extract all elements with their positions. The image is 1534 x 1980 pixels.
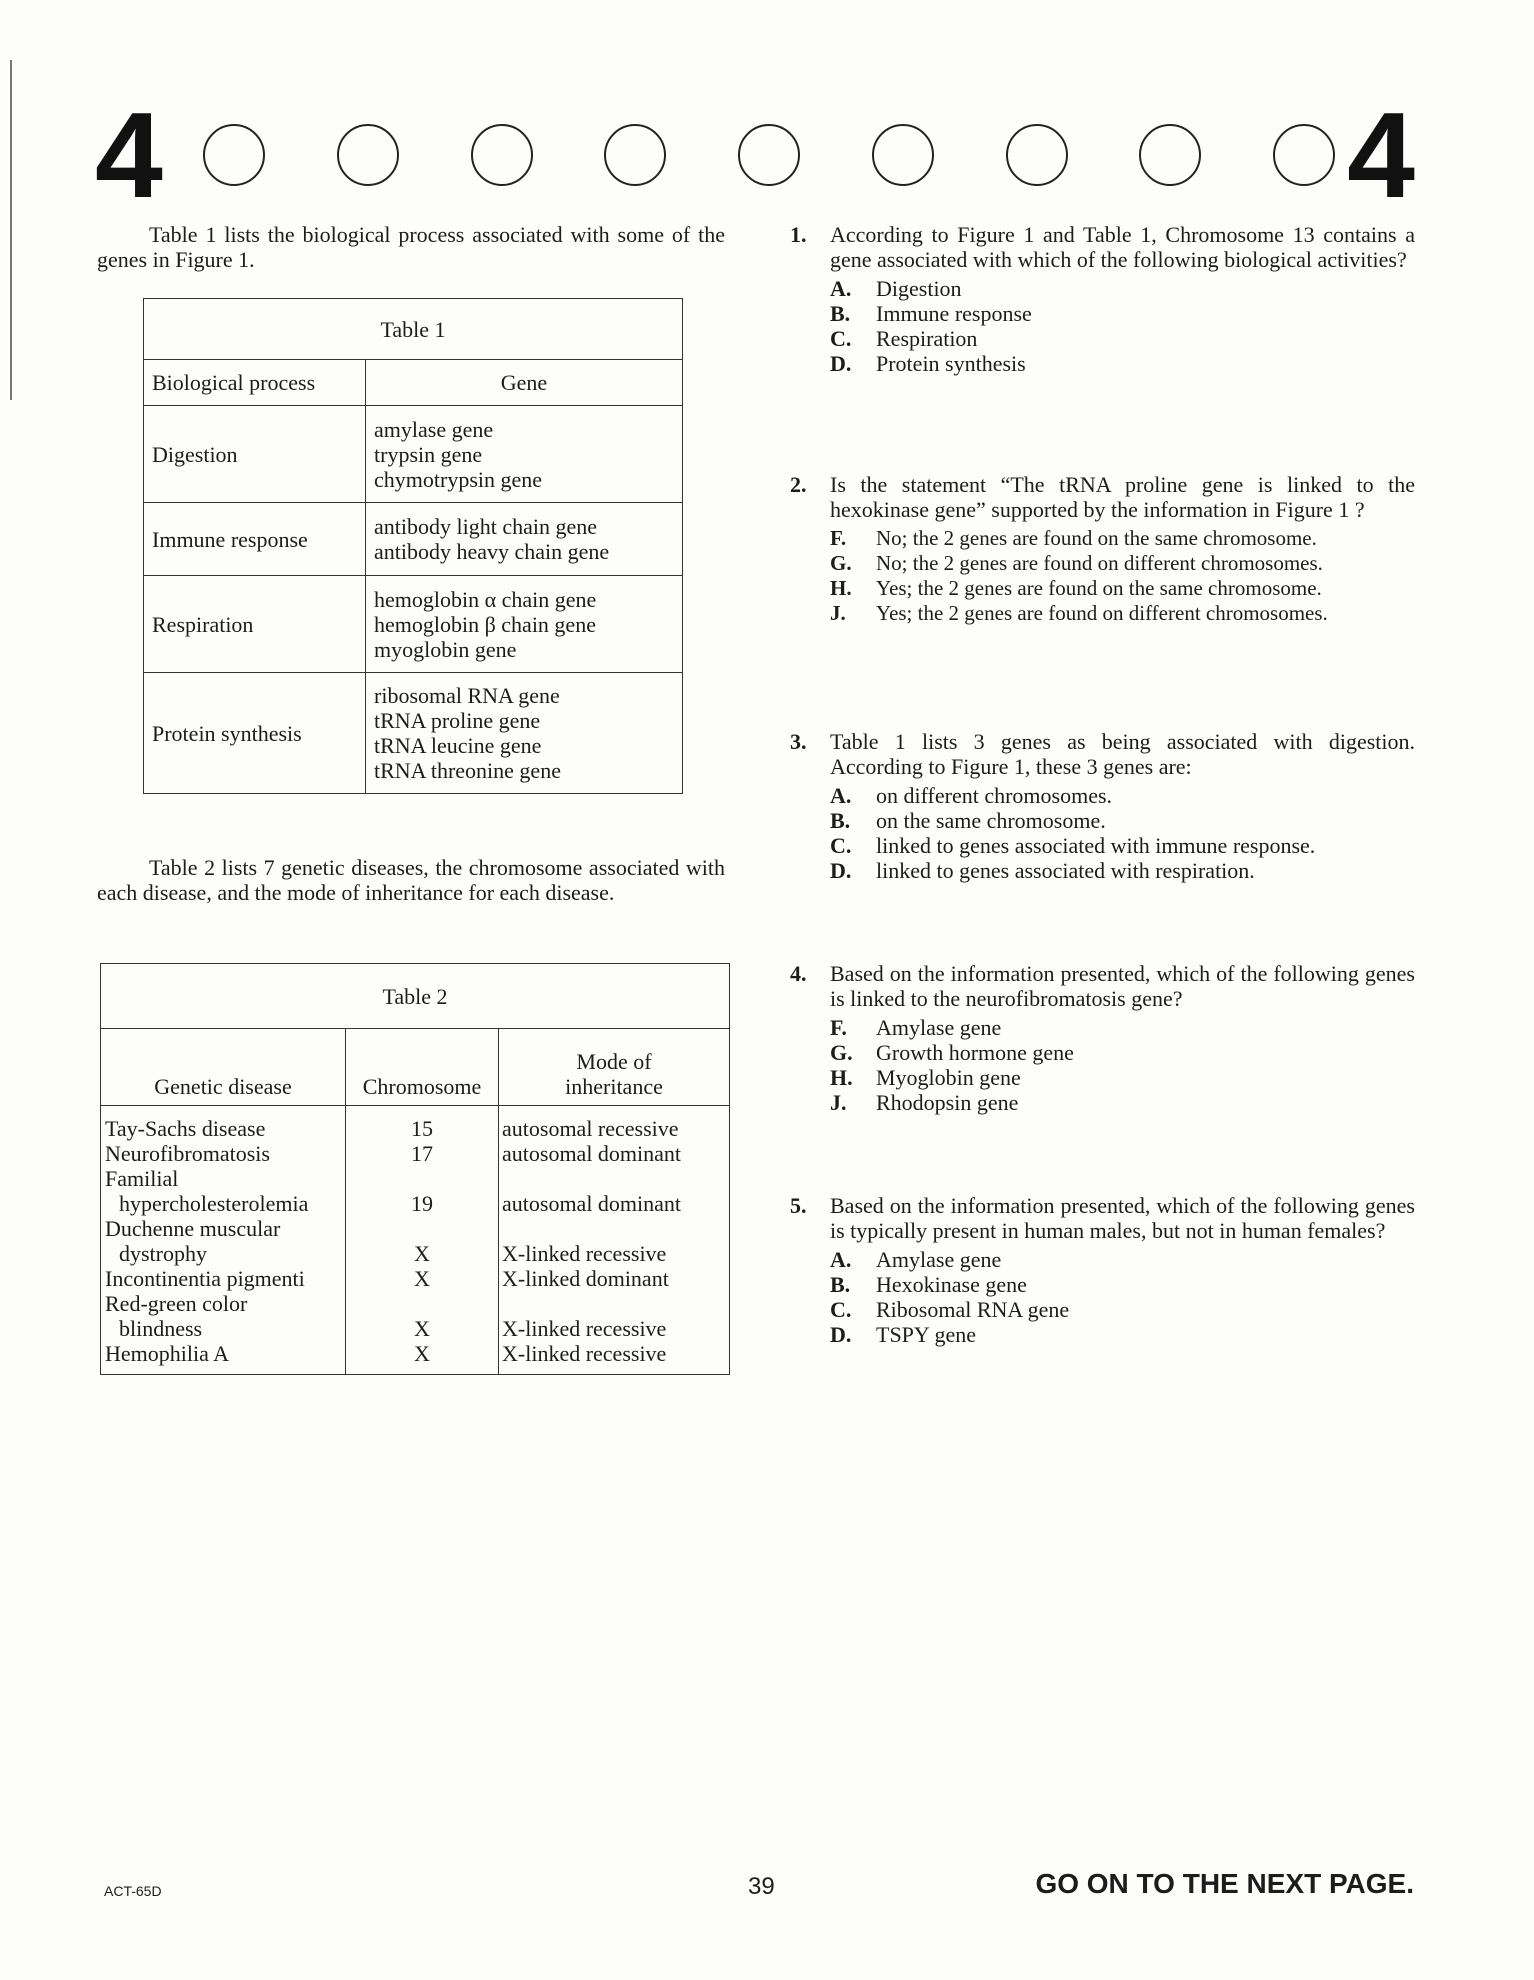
table1-gene: tRNA leucine gene (374, 733, 542, 758)
option-text: Amylase gene (876, 1247, 1002, 1272)
table1-intro (97, 222, 725, 272)
option-text: Myoglobin gene (876, 1065, 1021, 1090)
option-letter: D. (830, 351, 852, 376)
table2-header-mode (499, 1029, 730, 1106)
answer-option-c[interactable] (830, 833, 1415, 858)
option-text: TSPY gene (876, 1322, 977, 1347)
question-number: 3. (790, 729, 807, 754)
option-text: No; the 2 genes are found on different chromosomes. (876, 551, 1323, 575)
header-circle (872, 124, 934, 186)
question-5 (790, 1193, 1415, 1347)
table1-row-protein (144, 673, 683, 794)
answer-option-j[interactable] (830, 1090, 1415, 1115)
table2-chromosome-column (346, 1106, 499, 1375)
option-letter: A. (830, 276, 852, 301)
section-number-right: 4 (1347, 87, 1415, 223)
table1 (143, 298, 683, 794)
table1-gene: hemoglobin β chain gene (374, 611, 596, 637)
table1-row-immune (144, 503, 683, 576)
table2-caption: Table 2 (101, 964, 730, 1029)
table1-genes (366, 503, 683, 576)
table1-gene: amylase gene (374, 416, 494, 442)
option-letter: F. (830, 526, 847, 550)
table2-chromosome (348, 1291, 496, 1316)
option-letter: B. (830, 1272, 851, 1297)
table2-disease: hypercholesterolemia (119, 1191, 309, 1216)
table2-mode: autosomal recessive (502, 1116, 679, 1141)
table2-intro-text: Table 2 lists 7 genetic diseases, the chromosome associated with each disease, and the mode of inheritance for each disease. (97, 855, 725, 905)
page-edge-line (10, 60, 12, 400)
table2-mode-column (499, 1106, 730, 1375)
header-circle (738, 124, 800, 186)
table2-disease: Red-green color (105, 1291, 248, 1316)
table2-disease: Hemophilia A (105, 1341, 230, 1366)
table2-header-mode-line2: inheritance (565, 1074, 663, 1099)
table1-gene: hemoglobin α chain gene (374, 586, 597, 612)
table2-disease: dystrophy (119, 1241, 207, 1266)
table2-chromosome: X (414, 1266, 430, 1291)
table1-process: Protein synthesis (144, 673, 366, 794)
option-letter: D. (830, 1322, 852, 1347)
answer-options (790, 783, 1415, 883)
option-text: Ribosomal RNA gene (876, 1297, 1070, 1322)
question-number: 1. (790, 222, 807, 247)
option-letter: A. (830, 1247, 852, 1272)
table2-disease: Incontinentia pigmenti (105, 1266, 305, 1291)
table2-mode: autosomal dominant (502, 1141, 682, 1166)
table2-disease-column (101, 1106, 346, 1375)
table1-process: Digestion (144, 406, 366, 503)
answer-option-h[interactable] (830, 1065, 1415, 1090)
answer-option-b[interactable] (830, 1272, 1415, 1297)
question-1 (790, 222, 1415, 376)
table1-genes (366, 673, 683, 794)
table2 (100, 963, 730, 1375)
option-text: Immune response (876, 301, 1032, 326)
table2-mode (502, 1166, 726, 1191)
answer-option-f[interactable] (830, 1015, 1415, 1040)
header-circle (1006, 124, 1068, 186)
table1-process: Respiration (144, 576, 366, 673)
option-letter: C. (830, 1297, 852, 1322)
question-text: Is the statement “The tRNA proline gene is linked to the hexokinase gene” supported by the information in Figure 1 ? (830, 472, 1415, 522)
answer-options (790, 1015, 1415, 1115)
table2-chromosome: X (414, 1241, 430, 1266)
question-3 (790, 729, 1415, 883)
table2-chromosome (348, 1216, 496, 1241)
answer-option-d[interactable] (830, 858, 1415, 883)
question-stem (790, 472, 1415, 522)
table2-mode: X-linked recessive (502, 1341, 667, 1366)
question-stem (790, 222, 1415, 272)
header-circle (203, 124, 265, 186)
answer-options (790, 1247, 1415, 1347)
option-letter: G. (830, 551, 852, 575)
question-text: Based on the information presented, which of the following genes is linked to the neurofibromatosis gene? (830, 961, 1415, 1011)
table2-mode (502, 1216, 726, 1241)
option-text: Hexokinase gene (876, 1272, 1027, 1297)
header-circle (604, 124, 666, 186)
question-number: 2. (790, 472, 807, 497)
answer-option-f[interactable] (830, 526, 1415, 551)
table1-row-digestion (144, 406, 683, 503)
answer-option-a[interactable] (830, 1247, 1415, 1272)
option-text: on different chromosomes. (876, 783, 1113, 808)
option-letter: J. (830, 601, 846, 625)
table2-mode (502, 1291, 726, 1316)
table2-mode: X-linked recessive (502, 1241, 667, 1266)
table1-gene: tRNA threonine gene (374, 758, 561, 783)
answer-option-j[interactable] (830, 601, 1415, 626)
answer-option-c[interactable] (830, 326, 1415, 351)
table1-header-process: Biological process (144, 360, 366, 406)
question-text: Based on the information presented, which of the following genes is typically present in human males, but not in human females? (830, 1193, 1415, 1243)
question-4 (790, 961, 1415, 1115)
table1-process: Immune response (144, 503, 366, 576)
option-letter: G. (830, 1040, 853, 1065)
option-text: on the same chromosome. (876, 808, 1106, 833)
table2-disease: Duchenne muscular (105, 1216, 281, 1241)
answer-option-d[interactable] (830, 1322, 1415, 1347)
table2-disease: Familial (105, 1166, 179, 1191)
table1-gene: trypsin gene (374, 441, 483, 467)
table1-intro-text: Table 1 lists the biological process associated with some of the genes in Figure 1. (97, 222, 725, 272)
question-text: Table 1 lists 3 genes as being associated with digestion. According to Figure 1, these 3 genes are: (830, 729, 1415, 779)
answer-option-c[interactable] (830, 1297, 1415, 1322)
answer-option-a[interactable] (830, 783, 1415, 808)
option-letter: C. (830, 326, 852, 351)
option-letter: A. (830, 783, 852, 808)
table1-caption: Table 1 (144, 299, 683, 360)
table2-chromosome (348, 1166, 496, 1191)
answer-option-b[interactable] (830, 301, 1415, 326)
page-number: 39 (748, 1873, 775, 1900)
option-text: Protein synthesis (876, 351, 1026, 376)
answer-options (790, 276, 1415, 376)
option-letter: H. (830, 576, 852, 600)
table1-gene: chymotrypsin gene (374, 466, 543, 492)
table1-row-respiration (144, 576, 683, 673)
table2-chromosome: 17 (411, 1141, 433, 1166)
table1-header-gene: Gene (366, 360, 683, 406)
table2-intro (97, 855, 725, 905)
option-text: linked to genes associated with respiration. (876, 858, 1255, 883)
question-2 (790, 472, 1415, 626)
question-number: 4. (790, 961, 807, 986)
table2-chromosome: 15 (411, 1116, 433, 1141)
section-header (95, 87, 1415, 223)
option-letter: B. (830, 808, 851, 833)
table2-header-mode-line1: Mode of (576, 1049, 652, 1074)
option-text: Growth hormone gene (876, 1040, 1074, 1065)
table2-disease: Tay-Sachs disease (105, 1116, 266, 1141)
table2-chromosome: 19 (411, 1191, 433, 1216)
answer-option-g[interactable] (830, 551, 1415, 576)
option-text: Amylase gene (876, 1015, 1002, 1040)
answer-option-b[interactable] (830, 808, 1415, 833)
question-stem (790, 729, 1415, 779)
option-text: Yes; the 2 genes are found on different chromosomes. (876, 601, 1328, 625)
option-letter: J. (830, 1090, 847, 1115)
option-text: Rhodopsin gene (876, 1090, 1019, 1115)
question-stem (790, 961, 1415, 1011)
table2-chromosome: X (414, 1341, 430, 1366)
option-text: Yes; the 2 genes are found on the same chromosome. (876, 576, 1322, 600)
table1-gene: antibody light chain gene (374, 514, 597, 539)
option-letter: D. (830, 858, 852, 883)
option-letter: H. (830, 1065, 853, 1090)
table1-gene: antibody heavy chain gene (374, 539, 610, 564)
answer-options (790, 526, 1415, 626)
table2-body (101, 1106, 730, 1375)
table2-chromosome: X (414, 1316, 430, 1341)
question-number: 5. (790, 1193, 807, 1218)
table2-header-chromosome: Chromosome (346, 1029, 499, 1106)
next-page-notice: GO ON TO THE NEXT PAGE. (1035, 1868, 1414, 1899)
table1-genes (366, 406, 683, 503)
table1-gene: tRNA proline gene (374, 708, 541, 733)
option-letter: C. (830, 833, 852, 858)
question-text: According to Figure 1 and Table 1, Chromosome 13 contains a gene associated with which of the following biological activities? (830, 222, 1415, 272)
table2-mode: autosomal dominant (502, 1191, 682, 1216)
option-text: Respiration (876, 326, 978, 351)
question-stem (790, 1193, 1415, 1243)
option-text: linked to genes associated with immune response. (876, 833, 1316, 858)
option-letter: F. (830, 1015, 847, 1040)
answer-option-a[interactable] (830, 276, 1415, 301)
option-text: No; the 2 genes are found on the same chromosome. (876, 526, 1317, 550)
answer-option-d[interactable] (830, 351, 1415, 376)
table1-genes (366, 576, 683, 673)
section-number-left: 4 (95, 87, 163, 223)
table1-gene: ribosomal RNA gene (374, 683, 560, 708)
header-circle (337, 124, 399, 186)
answer-option-h[interactable] (830, 576, 1415, 601)
table2-disease: Neurofibromatosis (105, 1141, 270, 1166)
table2-header-disease: Genetic disease (101, 1029, 346, 1106)
table2-disease: blindness (119, 1316, 203, 1341)
header-circle (1273, 124, 1335, 186)
table1-gene: myoglobin gene (374, 636, 517, 662)
header-circle (1139, 124, 1201, 186)
answer-option-g[interactable] (830, 1040, 1415, 1065)
table2-mode: X-linked recessive (502, 1316, 667, 1341)
form-code: ACT-65D (104, 1883, 162, 1899)
table2-mode: X-linked dominant (502, 1266, 669, 1291)
header-circle-row (203, 124, 1335, 194)
option-text: Digestion (876, 276, 962, 301)
header-circle (471, 124, 533, 186)
option-letter: B. (830, 301, 851, 326)
